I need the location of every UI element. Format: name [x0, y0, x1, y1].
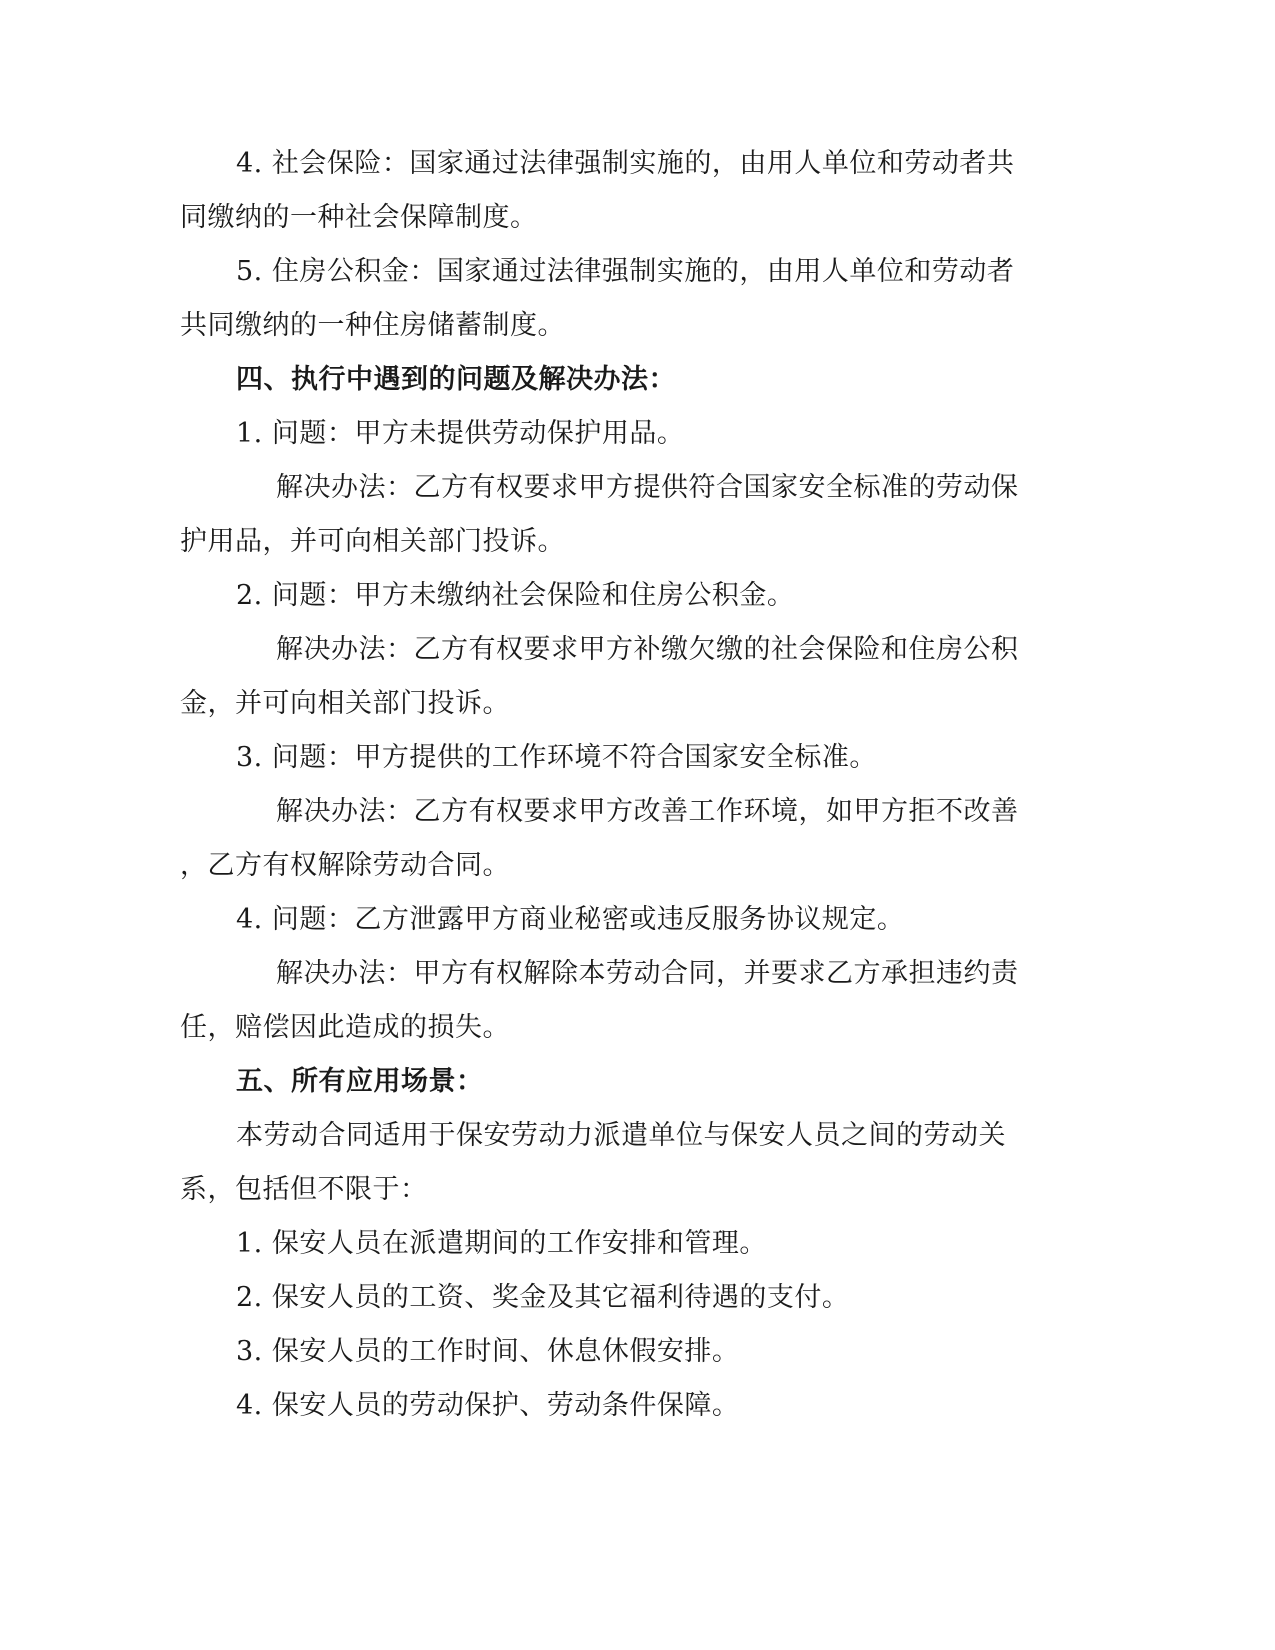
text-line: ，乙方有权解除劳动合同。 [180, 850, 510, 881]
text-line: 1. 保安人员在派遣期间的工作安排和管理。 [236, 1228, 767, 1259]
text-line: 4. 问题：乙方泄露甲方商业秘密或违反服务协议规定。 [236, 904, 905, 935]
section-heading: 五、所有应用场景： [236, 1066, 484, 1097]
text-line: 金，并可向相关部门投诉。 [180, 688, 510, 719]
text-line: 解决办法：乙方有权要求甲方提供符合国家安全标准的劳动保 [276, 472, 1019, 503]
text-line: 5. 住房公积金：国家通过法律强制实施的，由用人单位和劳动者 [236, 256, 1015, 287]
text-line: 1. 问题：甲方未提供劳动保护用品。 [236, 418, 685, 449]
text-line: 解决办法：乙方有权要求甲方改善工作环境，如甲方拒不改善 [276, 796, 1019, 827]
text-line: 2. 问题：甲方未缴纳社会保险和住房公积金。 [236, 580, 795, 611]
text-line: 本劳动合同适用于保安劳动力派遣单位与保安人员之间的劳动关 [236, 1120, 1006, 1151]
text-line: 2. 保安人员的工资、奖金及其它福利待遇的支付。 [236, 1282, 850, 1313]
section-heading: 四、执行中遇到的问题及解决办法： [236, 364, 676, 395]
text-line: 3. 问题：甲方提供的工作环境不符合国家安全标准。 [236, 742, 877, 773]
text-line: 任，赔偿因此造成的损失。 [180, 1012, 510, 1043]
text-line: 共同缴纳的一种住房储蓄制度。 [180, 310, 565, 341]
text-line: 系，包括但不限于： [180, 1174, 428, 1205]
text-line: 护用品，并可向相关部门投诉。 [180, 526, 565, 557]
text-line: 解决办法：乙方有权要求甲方补缴欠缴的社会保险和住房公积 [276, 634, 1019, 665]
text-line: 解决办法：甲方有权解除本劳动合同，并要求乙方承担违约责 [276, 958, 1019, 989]
text-line: 3. 保安人员的工作时间、休息休假安排。 [236, 1336, 740, 1367]
text-line: 4. 保安人员的劳动保护、劳动条件保障。 [236, 1390, 740, 1421]
text-line: 同缴纳的一种社会保障制度。 [180, 202, 538, 233]
text-line: 4. 社会保险：国家通过法律强制实施的，由用人单位和劳动者共 [236, 148, 1015, 179]
